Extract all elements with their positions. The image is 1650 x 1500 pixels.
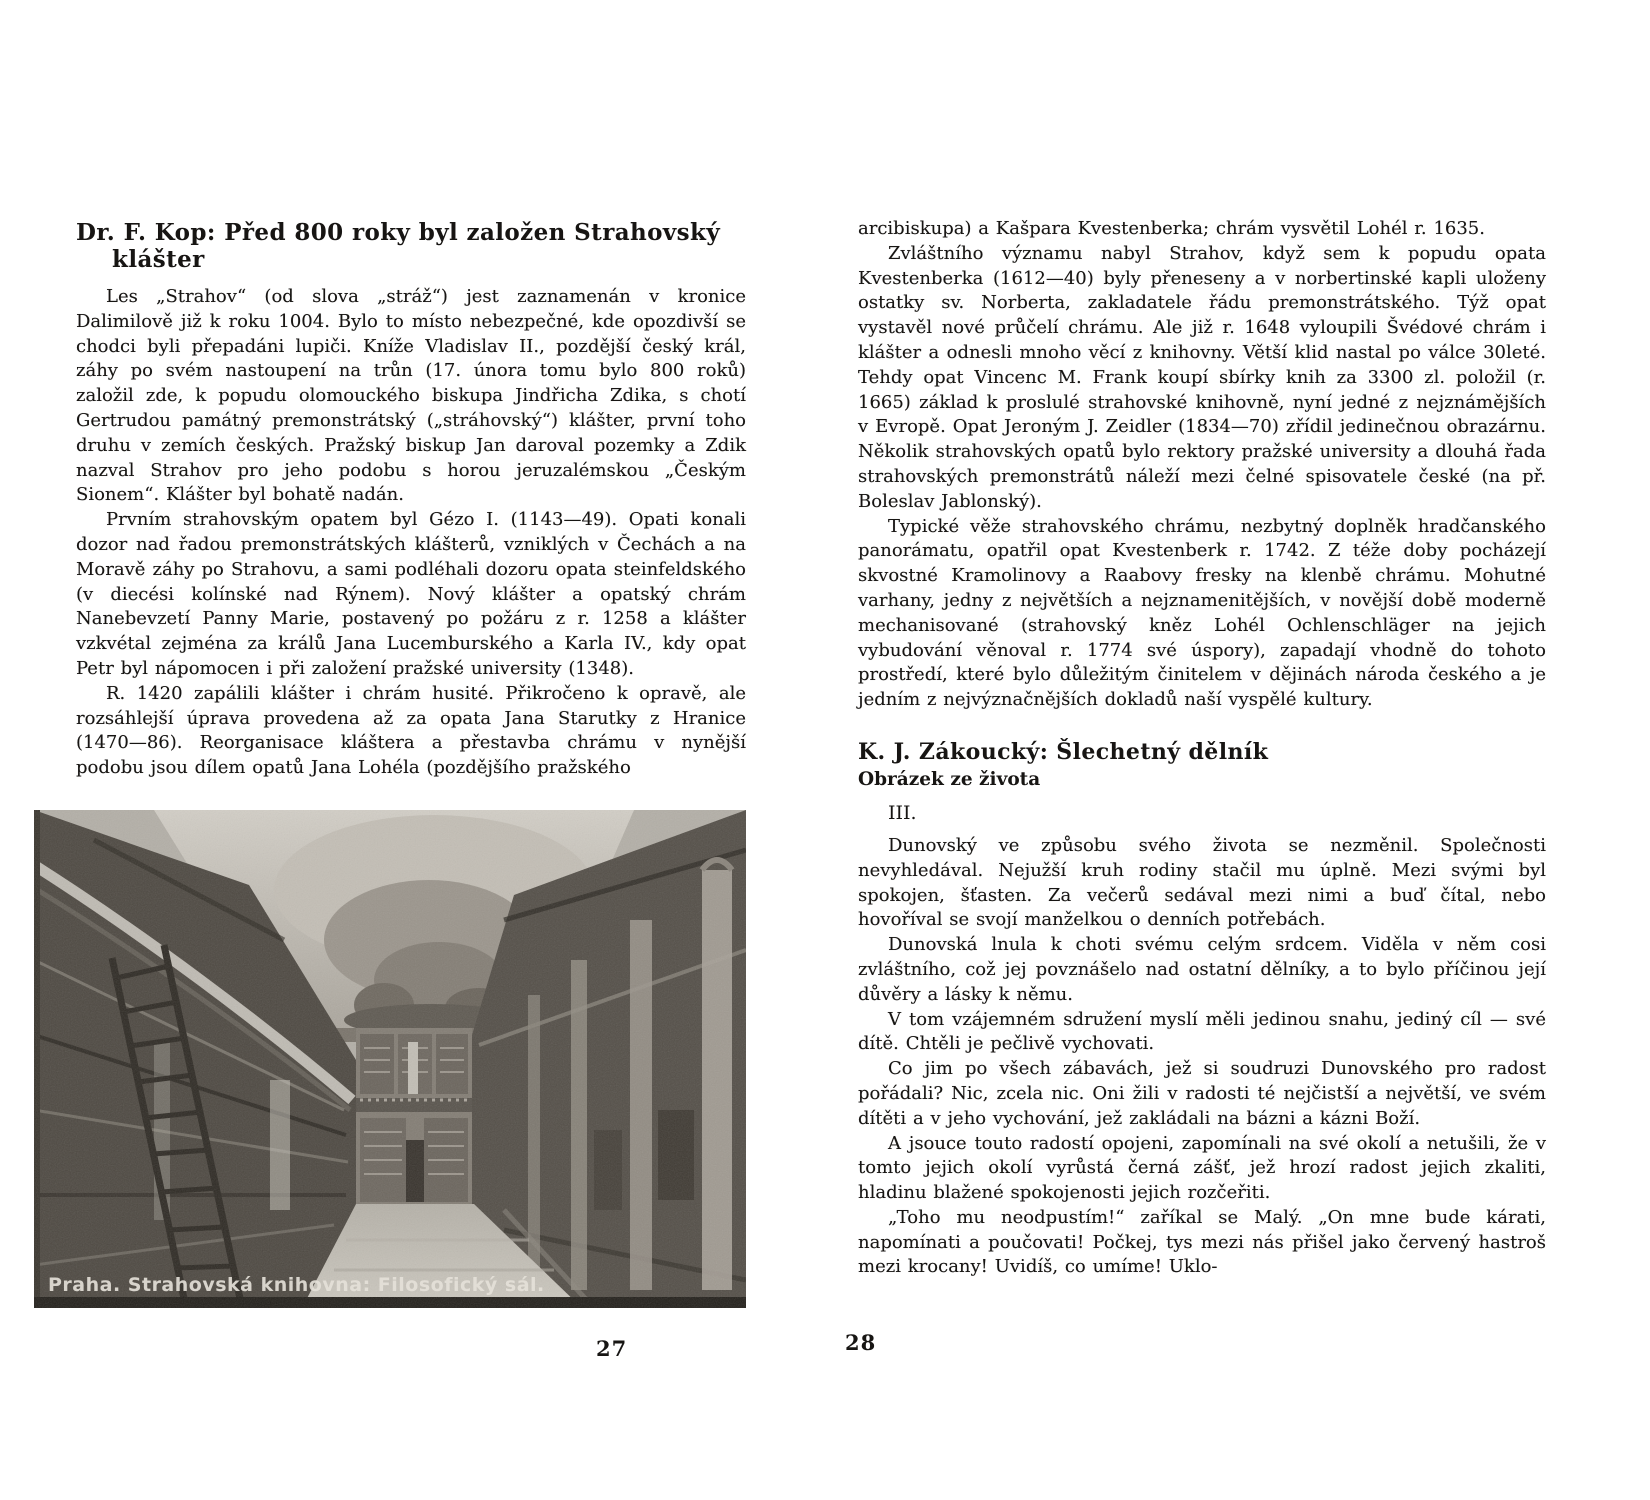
article2-paragraph: V tom vzájemném sdružení myslí měli jedinou snahu, jediný cíl — své dítě. Chtěli je pečlivě vychovati.	[858, 1008, 1546, 1055]
article1-title: Dr. F. Kop: Před 800 roky byl založen Strahovský klášter	[76, 219, 721, 273]
article1-paragraph: Les „Strahov“ (od slova „stráž“) jest zaznamenán v kronice Dalimilově již k roku 1004. Bylo to místo nebezpečné, kde opozdivší se chodci byli přepadáni lupiči. Kníže Vladislav II., pozdější český král, záhy po svém nastoupení na trůn (17. února tomu bylo 800 roků) založil zde, k popudu olomouckého biskupa Jindřicha Zdika, s chotí Gertrudou památný premonstrátský („stráhovský“) klášter, první toho druhu v zemích českých. Pražský biskup Jan daroval pozemky a Zdik nazval Strahov pro jeho podobu s horou jeruzalémskou „Českým Sionem“. Klášter byl bohatě nadán.	[76, 286, 746, 506]
article2-title: K. J. Zákoucký: Šlechetný dělník	[858, 738, 1269, 765]
article2-subtitle: Obrázek ze života	[858, 768, 1041, 790]
left-page-column	[76, 219, 746, 781]
library-photo-illustration	[34, 810, 746, 1308]
article1-paragraph: Prvním strahovským opatem byl Gézo I. (1143—49). Opati konali dozor nad řadou premonstrátských klášterů, vzniklých v Čechách a na Moravě záhy po Strahovu, a sami podléhali dozoru opata steinfeldského (v diecési kolínské nad Rýnem). Nový klášter a opatský chrám Nanebevzetí Panny Marie, postavený po požáru z r. 1258 a klášter vzkvétal zejména za králů Jana Lucemburského a Karla IV., kdy opat Petr byl nápomocen i při založení pražské university (1348).	[76, 509, 746, 679]
library-photo	[34, 810, 746, 1308]
article1-paragraph: Typické věže strahovského chrámu, nezbytný doplněk hradčanského panorámatu, opatřil opat Kvestenberk r. 1742. Z téže doby pocházejí skvostné Kramolinovy a Raabovy fresky na klenbě chrámu. Mohutné varhany, jedny z největších a nejznamenitějších, v novější době moderně mechanisované (strahovský kněz Lohél Ochlenschläger na jejich vybudování věnoval r. 1774 své úspory), zapadají vhodně do tohoto prostředí, které bylo důležitým činitelem v dějinách národa českého a je jedním z nejvýznačnějších dokladů naší vyspělé kultury.	[858, 515, 1546, 711]
article1-continuation-line: arcibiskupa) a Kašpara Kvestenberka; chrám vysvětil Lohél r. 1635.	[858, 218, 1485, 239]
article2-paragraph: Co jim po všech zábavách, jež si soudruzi Dunovského pro radost pořádali? Nic, zcela nic. Oni žili v radosti té nejčistší a největší, ve svém dítěti a v jeho vychování, jež zakládali na bázni a kázni Boží.	[858, 1058, 1546, 1129]
photo-caption: Praha. Strahovská knihovna: Filosofický sál.	[48, 1274, 545, 1296]
right-page-column	[858, 217, 1546, 1280]
page-number-28: 28	[845, 1330, 877, 1355]
article2-chapter-number: III.	[888, 801, 917, 824]
photo-grain	[34, 810, 746, 1308]
article2-paragraph: Dunovský ve způsobu svého života se nezměnil. Společnosti nevyhledával. Nejužší kruh rodiny stačil mu úplně. Mezi svými byl spokojen, šťasten. Za večerů sedával mezi nimi a buď čítal, nebo hovoříval se svojí manželkou o denních potřebách.	[858, 834, 1546, 931]
page-number-27: 27	[596, 1336, 628, 1361]
article1-paragraph: Zvláštního významu nabyl Strahov, když sem k popudu opata Kvestenberka (1612—40) byly přeneseny a v norbertinské kapli uloženy ostatky sv. Norberta, zakladatele řádu premonstrátského. Týž opat vystavěl nové průčelí chrámu. Ale již r. 1648 vyloupili Švédové chrám i klášter a odnesli mnoho věcí z knihovny. Větší klid nastal po válce 30leté. Tehdy opat Vincenc M. Frank koupí sbírky knih za 3300 zl. položil (r. 1665) základ k proslulé strahovské knihovně, nyní jedné z nejznámějších v Evropě. Opat Jeroným J. Zeidler (1834—70) zřídil jedinečnou obrazárnu. Několik strahovských opatů bylo rektory pražské university a dlouhá řada strahovských premonstrátů náleží mezi čelné spisovatele české (na př. Boleslav Jablonský).	[858, 242, 1546, 512]
article2-paragraph: „Toho mu neodpustím!“ zaříkal se Malý. „On mne bude kárati, napomínati a poučovati! Počkej, tys mezi nás přišel jako červený hastroš mezi krocany! Uvidíš, co umíme! Uklo-	[858, 1206, 1546, 1278]
article2-paragraph: A jsouce touto radostí opojeni, zapomínali na své okolí a netušili, že v tomto jejich okolí vyrůstá černá zášť, jež hrozí radost jejich zkaliti, hladinu blažené spokojenosti jejich rozčeřiti.	[858, 1132, 1546, 1204]
article2-paragraph: Dunovská lnula k choti svému celým srdcem. Viděla v něm cosi zvláštního, což jej povznášelo nad ostatní dělníky, a to bylo příčinou její důvěry a lásky k němu.	[858, 934, 1546, 1005]
article1-paragraph: R. 1420 zapálili klášter i chrám husité. Přikročeno k opravě, ale rozsáhlejší úprava provedena až za opata Jana Starutky z Hranice (1470—86). Reorganisace kláštera a přestavba chrámu v nynější podobu jsou dílem opatů Jana Lohéla (pozdějšího pražského	[76, 682, 746, 779]
